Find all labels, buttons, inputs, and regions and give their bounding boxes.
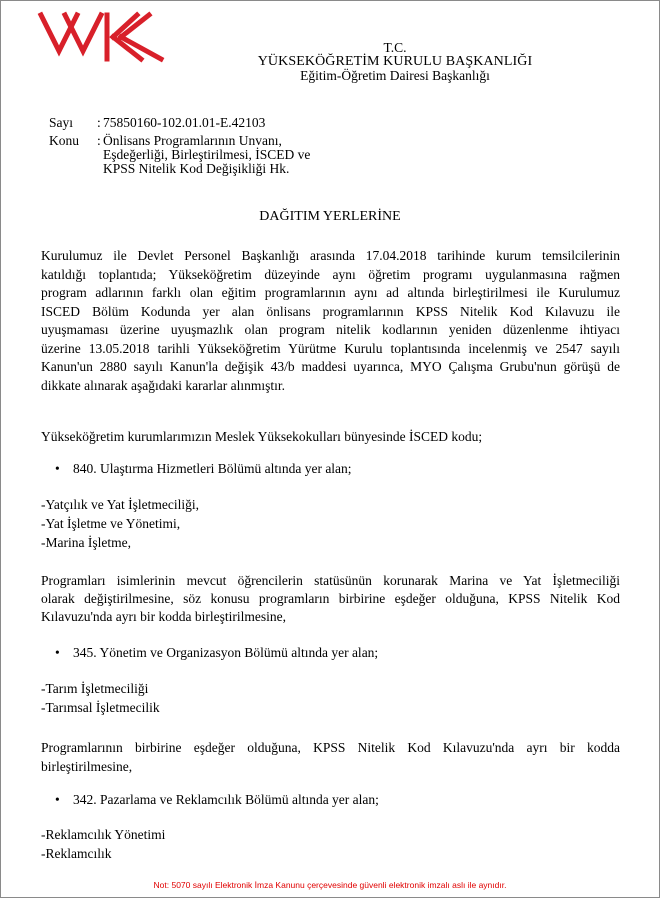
bullet-symbol: • bbox=[55, 461, 60, 476]
list-item: -Yat İşletme ve Yönetimi, bbox=[41, 516, 181, 531]
footer-note: Not: 5070 sayılı Elektronik İmza Kanunu çerçevesinde güvenli elektronik imzalı aslı ile aynıdır. bbox=[153, 880, 507, 890]
paragraph-line: Kılavuzu'nda ayrı bir kodda birleştirilmesine, bbox=[41, 609, 286, 624]
bullet-symbol: • bbox=[55, 645, 60, 660]
bullet-text: 345. Yönetim ve Organizasyon Bölümü altında yer alan; bbox=[73, 645, 379, 660]
bullet-342 bbox=[55, 792, 379, 808]
sayi-row: Sayı : 75850160-102.01.01-E.42103 bbox=[49, 115, 266, 130]
letter-header bbox=[151, 41, 639, 83]
paragraph-line: uyuşmaması üzerine uyuşmazlık olan program nitelik kodlarının yeniden düzenlenme ihtiyacı bbox=[41, 322, 620, 337]
paragraph-line: olarak değiştirilmesine, söz konusu programların birbirine eşdeğer olduğuna, KPSS Nitelik Kod bbox=[41, 591, 620, 606]
section1-paragraph bbox=[41, 572, 620, 626]
paragraph-line: Kurulumuz ile Devlet Personel Başkanlığı arasında 17.04.2018 tarihinde kurum temsilcilerinin bbox=[41, 248, 620, 263]
distribution-heading: DAĞITIM YERLERİNE bbox=[259, 209, 401, 224]
bullet-symbol: • bbox=[55, 792, 60, 807]
konu-line: Önlisans Programlarının Unvanı, bbox=[103, 133, 282, 148]
bullet-345 bbox=[55, 645, 378, 661]
bullet-text: 840. Ulaştırma Hizmetleri Bölümü altında yer alan; bbox=[73, 461, 352, 476]
list-item: -Tarım İşletmeciliği bbox=[41, 681, 149, 696]
yok-logo-icon bbox=[37, 11, 165, 63]
header-department: Eğitim-Öğretim Dairesi Başkanlığı bbox=[300, 68, 490, 83]
section2-paragraph bbox=[41, 738, 620, 776]
intro-paragraph bbox=[41, 247, 620, 395]
letter-meta bbox=[49, 116, 310, 176]
paragraph-line: üzerine 13.05.2018 tarihli Yükseköğretim Yürütme Kurulu toplantısında incelenmiş ve 2547 sayılı bbox=[41, 340, 620, 356]
list-item: -Tarımsal İşletmecilik bbox=[41, 700, 160, 715]
isced-intro: Yükseköğretim kurumlarımızın Meslek Yüksekokulları bünyesinde İSCED kodu; bbox=[41, 429, 483, 444]
bullet-840 bbox=[55, 461, 352, 477]
header-tc: T.C. bbox=[383, 40, 407, 55]
paragraph-line: dikkate alınarak aşağıdaki kararlar alınmıştır. bbox=[41, 377, 286, 393]
list-item: -Reklamcılık bbox=[41, 846, 112, 861]
paragraph-line: Kanun'un 2880 sayılı Kanun'la değişik 43/b maddesi uyarınca, MYO Çalışma Grubu'nun görüşü de bbox=[41, 359, 620, 374]
paragraph-line: katıldığı toplantıda; Yükseköğretim düzeyinde aynı öğretim programı uygulanmasına rağmen bbox=[41, 266, 620, 282]
bullet-text: 342. Pazarlama ve Reklamcılık Bölümü altında yer alan; bbox=[73, 792, 379, 807]
konu-label: Konu bbox=[49, 133, 79, 148]
konu-value bbox=[103, 134, 310, 176]
paragraph-line: Programları isimlerinin mevcut öğrencilerin statüsünün korunarak Marina ve Yat İşletmeciliği bbox=[41, 573, 620, 588]
paragraph-line: program adlarının farklı olan eğitim programlarının aynı ad altında birleştirilmesi ile Kurulumuz bbox=[41, 285, 620, 300]
list-item: -Yatçılık ve Yat İşletmeciliği, bbox=[41, 497, 199, 512]
paragraph-line: ISCED Bölüm Kodunda yer alan önlisans programlarının KPSS Nitelik Kod Kılavuzu ile bbox=[41, 303, 620, 319]
header-institution: YÜKSEKÖĞRETİM KURULU BAŞKANLIĞI bbox=[257, 54, 533, 69]
konu-row: Konu : Önlisans Programlarının Unvanı, Eşdeğerliği, Birleştirilmesi, İSCED ve KPSS Nitelik Kod Değişikliği Hk. bbox=[49, 133, 311, 176]
paragraph-line: birleştirilmesine, bbox=[41, 759, 133, 774]
paragraph-line: Programlarının birbirine eşdeğer olduğuna, KPSS Nitelik Kod Kılavuzu'nda ayrı bir kodda bbox=[41, 740, 620, 755]
konu-line: KPSS Nitelik Kod Değişikliği Hk. bbox=[103, 161, 290, 176]
list-item: -Marina İşletme, bbox=[41, 535, 131, 550]
list-item: -Reklamcılık Yönetimi bbox=[41, 827, 166, 842]
sayi-value: 75850160-102.01.01-E.42103 bbox=[103, 115, 266, 130]
sayi-label: Sayı bbox=[49, 115, 74, 130]
konu-line: Eşdeğerliği, Birleştirilmesi, İSCED ve bbox=[103, 147, 311, 162]
